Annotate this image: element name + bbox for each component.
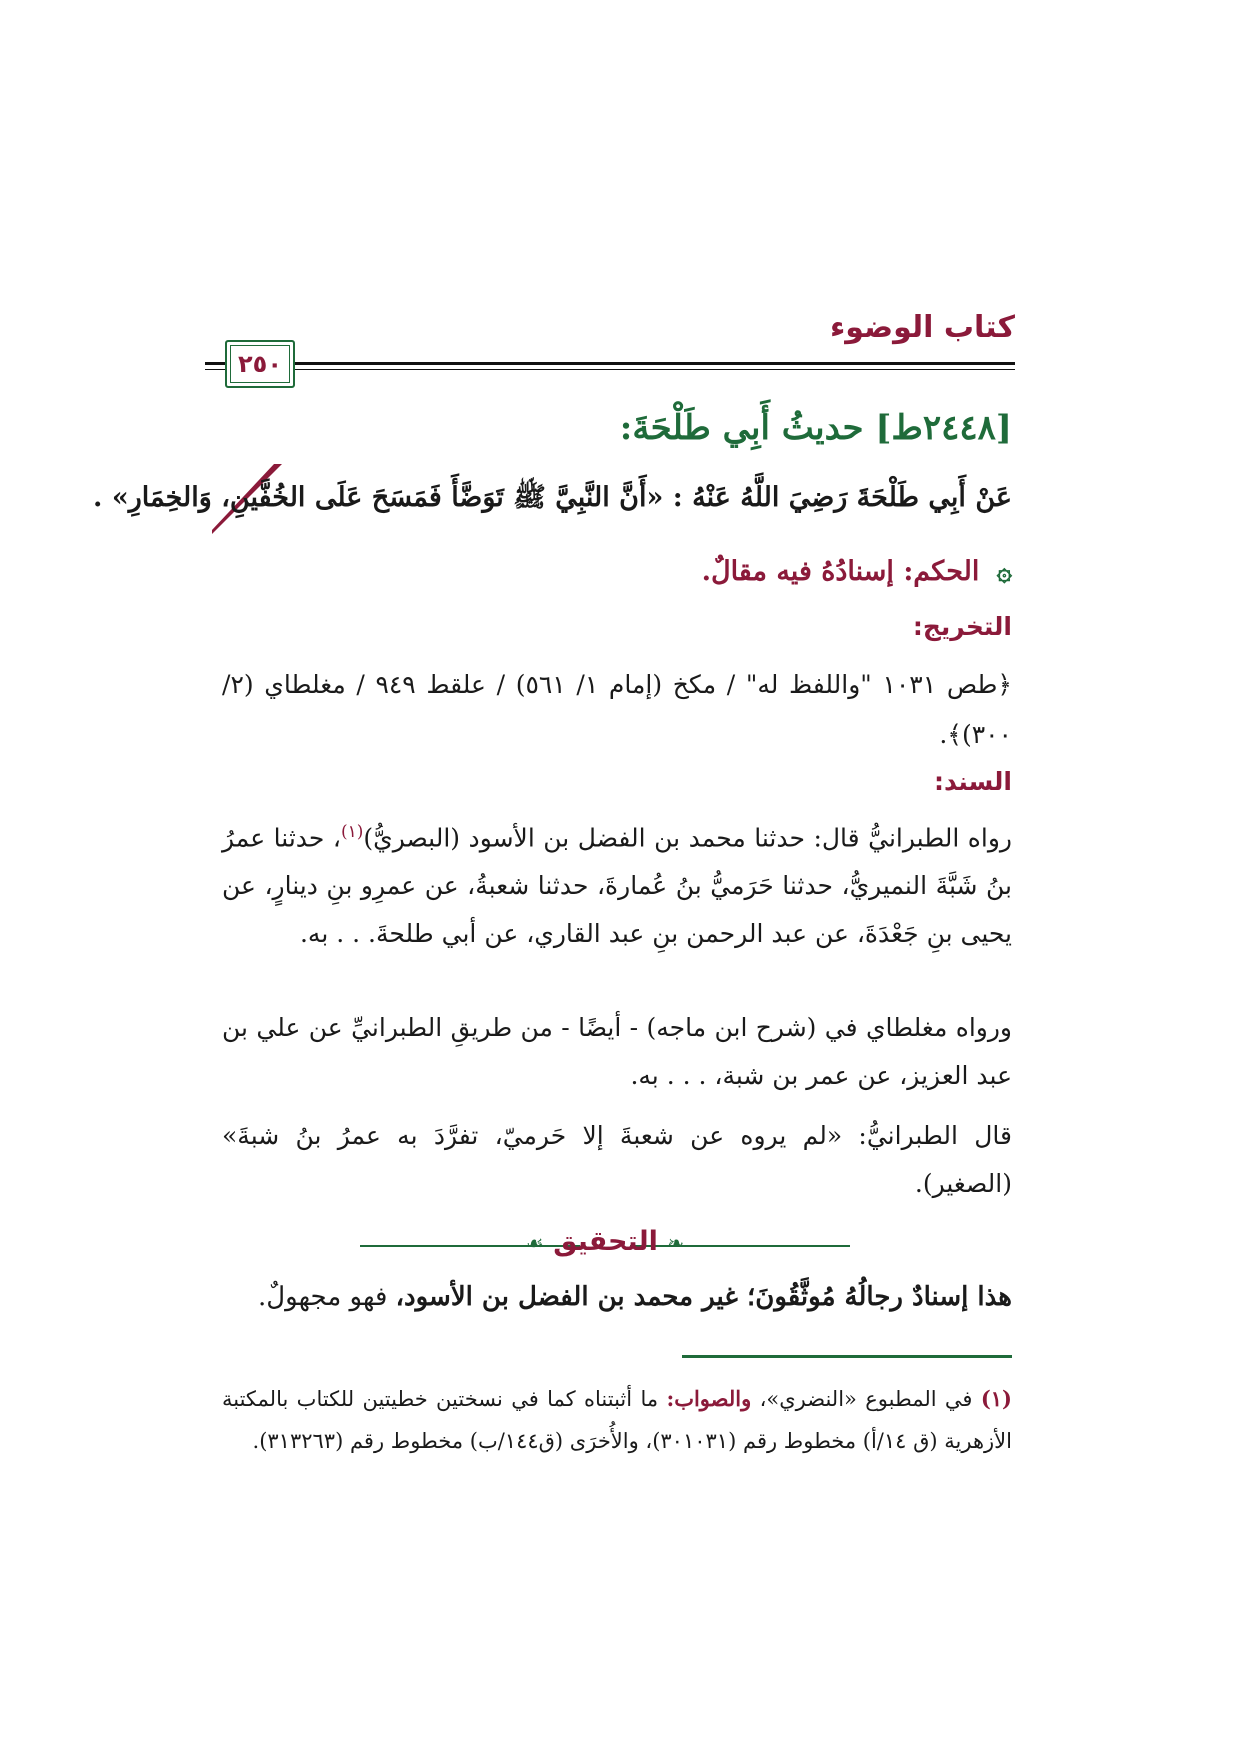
- sanad-paragraph-3: قال الطبرانيُّ: «لم يروه عن شعبةَ إلا حَرميّ، تفرَّدَ به عمرُ بنُ شبةَ» (الصغير).: [222, 1121, 1012, 1198]
- tahqiq-bold: هذا إسنادٌ رجالُهُ مُوثَّقُونَ؛ غير محمد بن الفضل بن الأسود،: [395, 1282, 1012, 1312]
- book-title: كتاب الوضوء: [829, 310, 1015, 345]
- hukm-value: إسنادُهُ فيه مقالٌ.: [701, 556, 894, 587]
- tahqiq-title: [526, 1226, 684, 1257]
- sanad-p1-end: ، حدثنا عمرُ بنُ شَبَّةَ النميريُّ، حدثنا حَرَميُّ بنُ عُمارةَ، حدثنا شعبةُ، عن عمرِو بنِ دينارٍ، عن يحيى بنِ جَعْدَةَ، عن عبد الرحمن بنِ عبد القاري، عن أبي طلحةَ. . . به.: [222, 823, 1012, 949]
- sanad-p1-start: رواه الطبرانيُّ قال: حدثنا محمد بن الفضل بن الأسود (البصريُّ): [363, 823, 1012, 853]
- footnote-text-end: ما أثبتناه كما في نسختين خطيتين للكتاب بالمكتبة الأزهرية (ق ١٤/أ) مخطوط رقم (٣٠١٠٣١)، والأُخرَى (ق١٤٤/ب) مخطوط رقم (٣١٣٢٦٣).: [222, 1387, 1012, 1453]
- hadith-matn: عَنْ أَبِي طَلْحَةَ رَضِيَ اللَّهُ عَنْهُ : «أَنَّ النَّبِيَّ ﷺ تَوَضَّأَ فَمَسَحَ عَلَى الخُفَّينِ، وَالخِمَارِ» .: [93, 482, 1012, 513]
- hukm-label: الحكم:: [903, 556, 980, 587]
- hadith-title: حديثُ أَبِي طَلْحَةَ:: [619, 408, 864, 448]
- footnote-keyword: والصواب:: [666, 1386, 752, 1411]
- ornament-icon: ❧: [667, 1231, 685, 1255]
- hukm-line: [222, 556, 1012, 587]
- header-rule-thin: [205, 369, 1015, 370]
- footnote-number: (١): [980, 1386, 1012, 1411]
- sanad-paragraph-2: ورواه مغلطاي في (شرح ابن ماجه) - أيضًا - من طريقِ الطبرانيِّ عن علي بن عبد العزيز، عن عمر بن شبة، . . . به.: [222, 1013, 1012, 1090]
- tahqiq-normal: فهو مجهولٌ.: [257, 1282, 396, 1312]
- footnote-ref[interactable]: (١): [340, 822, 364, 842]
- footnote: [222, 1378, 1012, 1462]
- hukm-symbol-icon: ۞: [996, 557, 1012, 587]
- ornament-icon: ☙: [525, 1231, 544, 1255]
- page-number-box: [225, 340, 295, 388]
- header-rule: [205, 362, 1015, 365]
- takhrij-title: التخريج:: [912, 612, 1012, 641]
- tahqiq-text: [222, 1282, 1012, 1312]
- sanad-paragraph-1: [222, 808, 1012, 958]
- tahqiq-divider: [210, 1226, 1000, 1266]
- page-header: [205, 310, 1015, 390]
- hadith-code: [٢٤٤٨ط]: [875, 408, 1012, 448]
- footnote-text-start: في المطبوع «النضري»،: [751, 1387, 973, 1411]
- sanad-title: السند:: [933, 767, 1012, 796]
- matn-box: [93, 470, 1012, 542]
- page-number: ٢٥٠: [238, 350, 282, 378]
- footnote-rule: [682, 1355, 1012, 1358]
- tahqiq-title-text: التحقيق: [553, 1226, 658, 1257]
- hadith-heading: [222, 408, 1012, 448]
- takhrij-text: ﴿طص ١٠٣١ "واللفظ له" / مكخ (إمام ١/ ٥٦١) / علقط ٩٤٩ / مغلطاي (٢/ ٣٠٠)﴾.: [222, 670, 1012, 749]
